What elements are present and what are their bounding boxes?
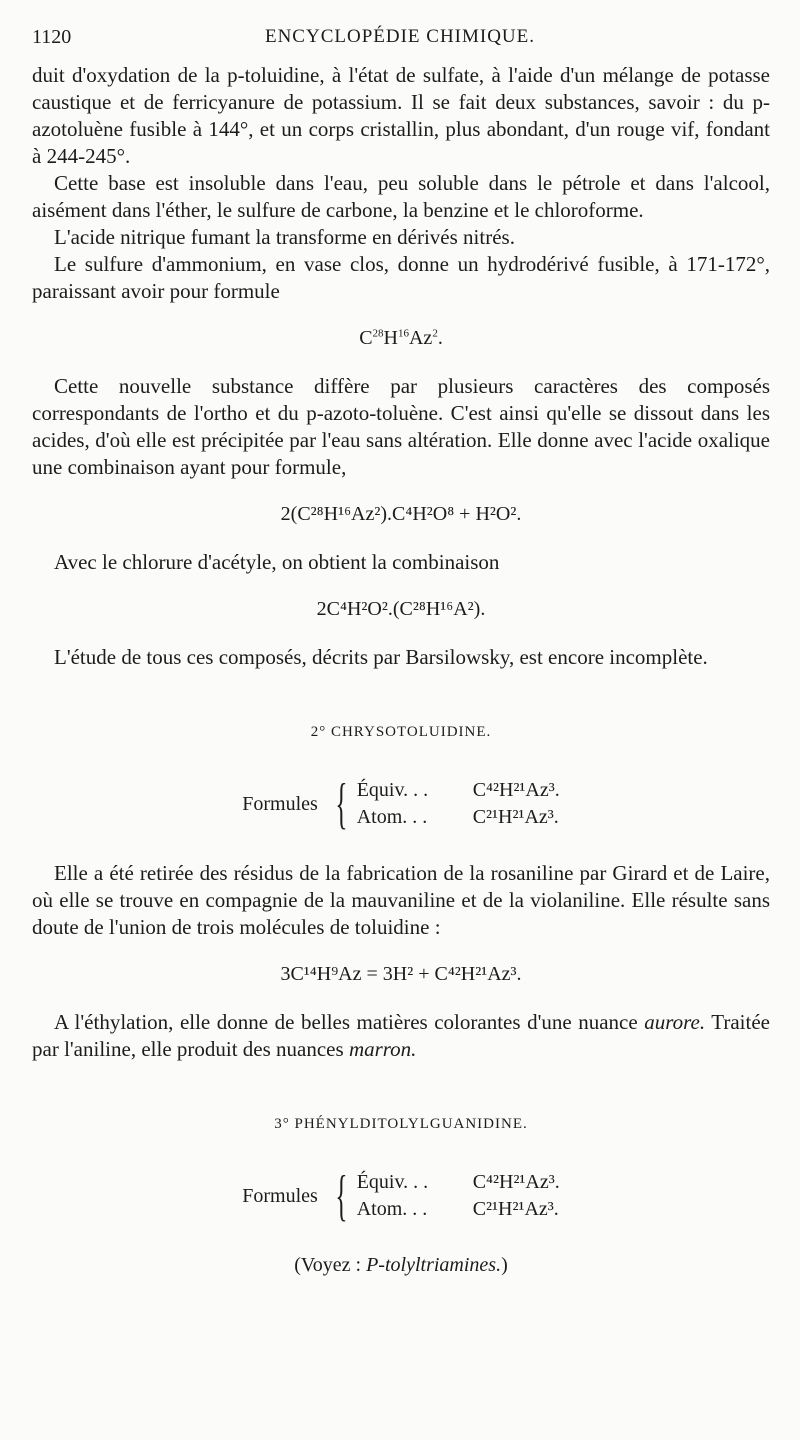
paragraph: L'étude de tous ces composés, décrits par Barsilowsky, est encore incomplète. [54,645,708,669]
formula-toluidine-union: 3C¹⁴H⁹Az = 3H² + C⁴²H²¹Az³. [280,963,522,985]
formula-value: C⁴²H²¹Az³. [472,1171,560,1193]
running-title: ENCYCLOPÉDIE CHIMIQUE. [264,26,536,47]
see-reference: (Voyez : P-tolyltriamines.) [294,1254,508,1276]
formula-kind: Équiv. . . [356,779,429,801]
brace-icon: { [335,773,348,835]
section-title-chrysotoluidine: 2° CHRYSOTOLUIDINE. [310,724,492,740]
formula-kind: Atom. . . [356,1198,428,1220]
page-number: 1120 [32,26,72,48]
formulae-label: Formules [242,1184,318,1207]
formulae-chrysotoluidine [32,773,770,835]
formula-oxalic-combination: 2(C²⁸H¹⁶Az²).C⁴H²O⁸ + H²O². [280,503,522,525]
paragraph: Elle a été retirée des résidus de la fabrication de la rosaniline par Girard et de Laire, où elle se trouve en compagnie de la mauvaniline et de la violaniline. Elle résulte sans doute de l'union de trois molécules de toluidine : [32,861,770,939]
formula-acetyl-combination: 2C⁴H²O².(C²⁸H¹⁶A²). [316,598,486,620]
page-body [32,62,770,1279]
formula-hydroderivative: $C^{28}H^{16}Az^2$. [359,327,443,349]
section-title-phenylditolylguanidine: 3° PHÉNYLDITOLYLGUANIDINE. [274,1116,528,1132]
formulae-phenylditolylguanidine [32,1165,770,1227]
formula-value: C²¹H²¹Az³. [472,1198,559,1220]
formulae-label: Formules [242,792,318,815]
paragraph: duit d'oxydation de la p-toluidine, à l'état de sulfate, à l'aide d'un mélange de potasse caustique et de ferricyanure de potassium. Il se fait deux substances, savoir : du p-azotoluène fusible à 144°, et un corps cristallin, plus abondant, d'un rouge vif, fondant à 244-245°. [32,63,770,168]
formula-kind: Atom. . . [356,806,428,828]
page-header [32,26,768,56]
formula-value: C⁴²H²¹Az³. [472,779,560,801]
brace-icon: { [335,1165,348,1227]
paragraph: Cette base est insoluble dans l'eau, peu soluble dans le pétrole et dans l'alcool, aisément dans l'éther, le sulfure de carbone, la benzine et le chloroforme. [32,171,770,222]
paragraph: Cette nouvelle substance diffère par plusieurs caractères des composés correspondants de l'ortho et du p-azoto-toluène. C'est ainsi qu'elle se dissout dans les acides, d'où elle est précipitée par l'eau sans altération. Elle donne avec l'acide oxalique une combinaison ayant pour formule, [32,374,770,479]
paragraph: Avec le chlorure d'acétyle, on obtient la combinaison [54,550,500,574]
paragraph: L'acide nitrique fumant la transforme en dérivés nitrés. [54,225,515,249]
paragraph: A l'éthylation, elle donne de belles matières colorantes d'une nuance aurore. Traitée par l'aniline, elle produit des nuances marron. [32,1010,770,1061]
formula-kind: Équiv. . . [356,1171,429,1193]
paragraph: Le sulfure d'ammonium, en vase clos, donne un hydrodérivé fusible, à 171-172°, paraissant avoir pour formule [32,252,770,303]
formula-value: C²¹H²¹Az³. [472,806,559,828]
